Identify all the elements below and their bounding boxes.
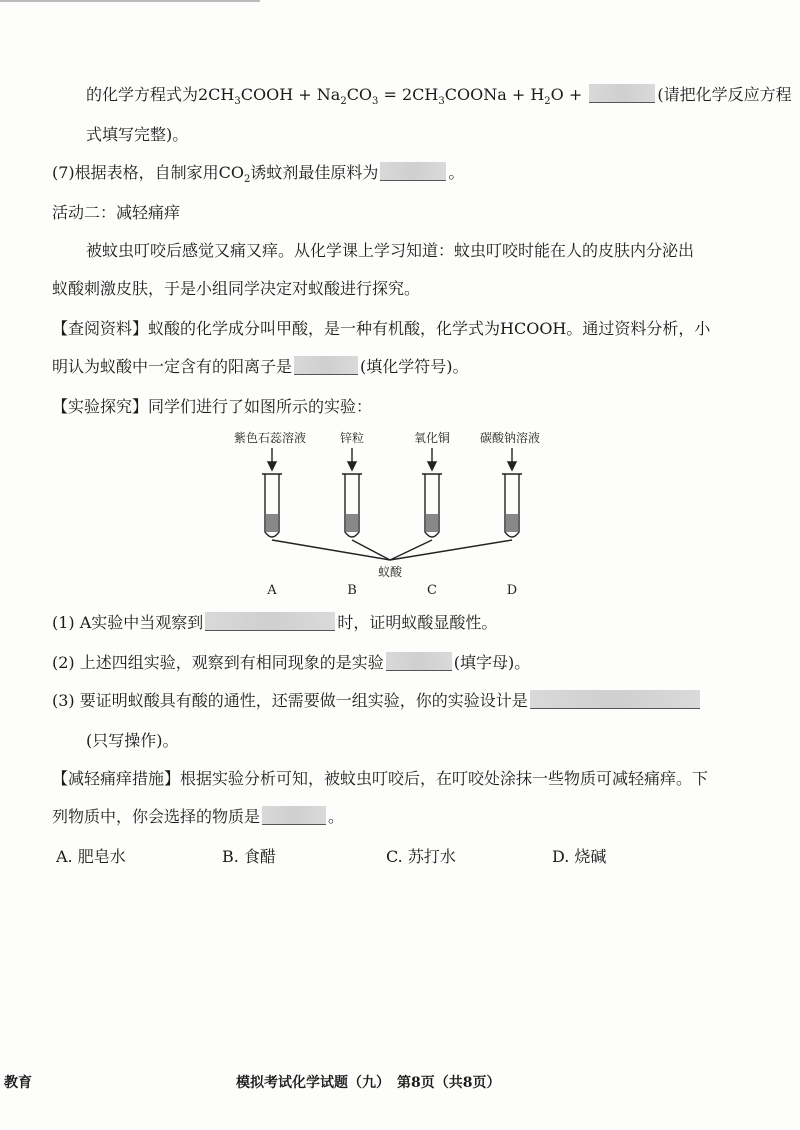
text: COOH + Na — [240, 85, 341, 104]
text-line: 被蚊虫叮咬后感觉又痛又痒。从化学课上学习知道：蚊虫叮咬时能在人的皮肤内分泌出 — [86, 241, 695, 260]
tube-label: B — [347, 583, 357, 598]
text: 的化学方程式为2CH — [86, 85, 235, 104]
text: 。 — [448, 163, 465, 182]
section-heading: 活动二：减轻痛痒 — [52, 203, 181, 222]
reagent-label: 锌粒 — [339, 431, 365, 445]
text-line — [52, 356, 750, 378]
answer-blank[interactable] — [262, 806, 326, 825]
experiment-figure — [200, 428, 580, 598]
text-line: 【减轻痛痒措施】根据实验分析可知，被蚊虫叮咬后，在叮咬处涂抹一些物质可减轻痛痒。下 — [52, 769, 709, 788]
answer-blank[interactable] — [205, 612, 335, 631]
text-line: 【实验探究】同学们进行了如图所示的实验： — [52, 397, 373, 416]
text: 。 — [328, 807, 345, 826]
reagent-label: 碳酸钠溶液 — [479, 431, 541, 445]
text: O + — [550, 85, 588, 104]
tube-label: D — [506, 583, 518, 598]
text: 时，证明蚁酸显酸性。 — [337, 613, 498, 632]
option-c[interactable]: C. 苏打水 — [386, 847, 456, 866]
tube-label: A — [267, 583, 277, 598]
text: CO — [346, 85, 373, 104]
text: (2) 上述四组实验，观察到有相同现象的是实验 — [52, 653, 384, 672]
option-b[interactable]: B. 食醋 — [222, 847, 276, 866]
sub: 2 — [244, 174, 251, 186]
sub: 3 — [438, 96, 445, 108]
answer-blank[interactable] — [380, 162, 446, 181]
option-d[interactable]: D. 烧碱 — [552, 847, 607, 866]
text: (请把化学反应方程 — [657, 85, 792, 104]
text: = 2CH — [378, 85, 439, 104]
answer-blank[interactable] — [589, 84, 655, 103]
answer-blank[interactable] — [530, 690, 700, 709]
question-1 — [52, 612, 750, 634]
scan-edge — [0, 0, 260, 2]
footer-left: 教育 — [4, 1075, 32, 1091]
text: (3) 要证明蚁酸具有酸的通性，还需要做一组实验，你的实验设计是 — [52, 691, 528, 710]
sub: 3 — [372, 96, 379, 108]
answer-blank[interactable] — [386, 652, 452, 671]
question-3 — [52, 690, 750, 712]
equation-line — [86, 84, 792, 113]
footer-center: 模拟考试化学试题（九） 第8页（共8页） — [236, 1075, 501, 1091]
test-tube-diagram — [200, 428, 580, 598]
text: 明认为蚁酸中一定含有的阳离子是 — [52, 357, 293, 376]
question-7 — [52, 162, 750, 191]
reagent-label: 氧化铜 — [413, 431, 451, 445]
reagent-label: 紫色石蕊溶液 — [233, 431, 307, 445]
text: 列物质中，你会选择的物质是 — [52, 807, 261, 826]
sub: 2 — [544, 96, 551, 108]
text: (填化学符号)。 — [360, 357, 469, 376]
option-a[interactable]: A. 肥皂水 — [56, 847, 126, 866]
text-line — [52, 806, 750, 828]
text: (填字母)。 — [453, 653, 531, 672]
text: COONa + H — [444, 85, 545, 104]
text-line: 【查阅资料】蚁酸的化学成分叫甲酸，是一种有机酸，化学式为HCOOH。通过资料分析，小 — [52, 319, 711, 338]
text: 诱蚊剂最佳原料为 — [250, 163, 379, 182]
question-2 — [52, 652, 750, 674]
text-line: (只写操作)。 — [86, 731, 179, 750]
text: (1) A实验中当观察到 — [52, 613, 204, 632]
answer-blank[interactable] — [294, 356, 358, 375]
sub: 3 — [234, 96, 241, 108]
sub: 2 — [340, 96, 347, 108]
text-line: 式填写完整)。 — [86, 125, 189, 144]
text-line: 蚁酸刺激皮肤，于是小组同学决定对蚁酸进行探究。 — [52, 279, 421, 298]
tube-label: C — [427, 583, 437, 598]
acid-label: 蚁酸 — [377, 565, 403, 579]
text: (7)根据表格，自制家用CO — [52, 163, 245, 182]
